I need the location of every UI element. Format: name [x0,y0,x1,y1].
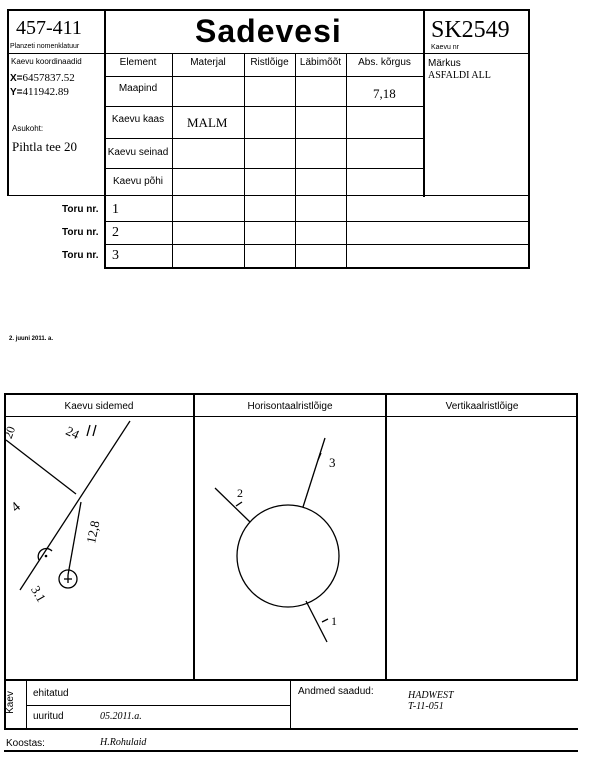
panel-kaevu-sidemed: Kaevu sidemed [64,401,134,412]
sketch-label-4: 4 [8,499,24,516]
pipe-1-label: Toru nr. [62,204,99,215]
pipe-2-label: Toru nr. [62,227,99,238]
panel-horisontaalristloige: Horisontaalristlõige [247,401,333,412]
x-coordinate-label: X= [10,73,23,84]
x-coordinate-value: 6457837.52 [22,72,75,84]
row-maapind-label: Maapind [118,83,158,94]
sketch-label-20: 20 [0,424,19,441]
nomenclature-value: 457-411 [16,17,82,39]
nomenclature-label: Planzeti nomenklatuur [10,43,80,50]
built-label: ehitatud [33,688,69,699]
col-ristloige: Ristlõige [250,57,289,68]
panel-vertikaalristloige: Vertikaalristlõige [445,401,519,412]
y-coordinate-value: 411942.89 [22,86,69,98]
pipe-label-3: 3 [329,455,336,470]
page-title: Sadevesi [195,13,342,49]
location-label: Asukoht: [12,124,44,133]
pipe-1-value: 1 [112,202,119,217]
document-date: 2. juuni 2011. a. [9,336,54,342]
col-abs-korgus: Abs. kõrgus [358,57,411,68]
sketch-label-12-8: 12,8 [83,519,103,545]
author-value: H.Rohulaid [100,737,147,748]
sketch-label-24: 24 [63,423,82,443]
pipe-3-value: 3 [112,248,119,263]
kaevu-kaas-material-value: MALM [187,115,228,130]
maapind-abs-value: 7,18 [373,86,396,101]
location-value: Pihtla tee 20 [12,139,77,154]
pipe-3-label: Toru nr. [62,250,99,261]
row-kaevu-pohi-label: Kaevu põhi [112,176,164,187]
well-number-label: Kaevu nr [431,44,460,51]
notes-value: ASFALDI ALL [428,70,491,81]
well-number-value: SK2549 [431,17,510,43]
sketch-label-3-1: 3.1 [28,582,50,605]
pipe-2-value: 2 [112,225,119,240]
author-label: Koostas: [6,738,45,749]
row-kaevu-seinad-label: Kaevu seinad [107,147,169,158]
row-kaevu-kaas-label: Kaevu kaas [111,114,165,125]
source-value-1: HADWEST [408,690,454,701]
pipe-label-1: 1 [331,614,337,628]
source-label: Andmed saadud: [298,686,374,697]
col-materjal: Materjal [190,57,226,68]
coordinates-label: Kaevu koordinaadid [11,57,82,66]
source-value-2: T-11-051 [408,701,444,712]
col-labimoot: Läbimõõt [299,57,342,68]
well-side-label: Kaev [4,691,16,714]
y-coordinate-label: Y= [10,87,23,98]
notes-label: Märkus [428,58,461,69]
surveyed-label: uuritud [33,711,64,722]
pipe-label-2: 2 [237,486,243,500]
col-element: Element [119,57,157,68]
surveyed-value: 05.2011.a. [100,711,142,722]
